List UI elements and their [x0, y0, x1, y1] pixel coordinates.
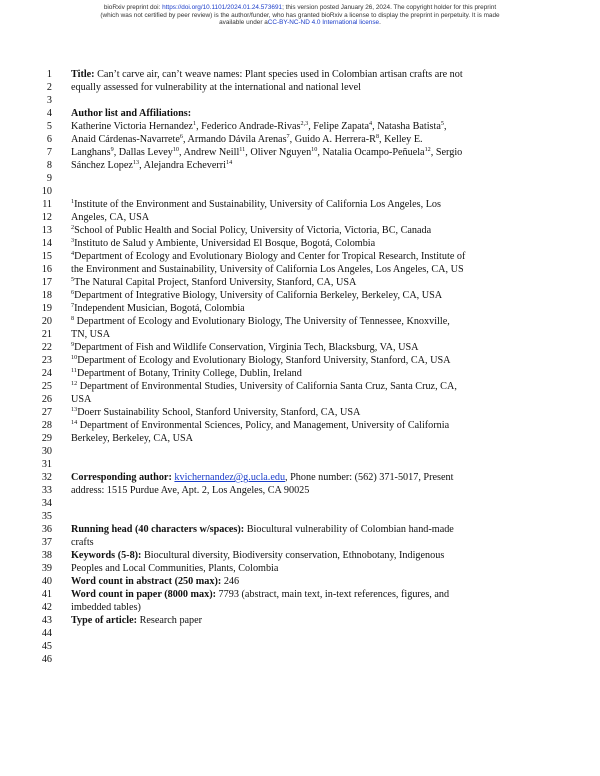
- corresponding-address: address: 1515 Purdue Ave, Apt. 2, Los Angeles, CA 90025: [71, 485, 310, 496]
- line-number: 24: [41, 368, 52, 379]
- line-number: 22: [41, 342, 52, 353]
- line-number: 29: [41, 433, 52, 444]
- affiliation-7: $^7$Independent Musician, Bogotá, Colombia: [71, 302, 245, 314]
- keywords-cont: Peoples and Local Communities, Plants, Colombia: [71, 563, 279, 574]
- line-number: 27: [41, 407, 52, 418]
- affiliation-11: $^{11}$Department of Botany, Trinity College, Dublin, Ireland: [71, 367, 302, 379]
- line-number: 6: [46, 134, 52, 145]
- manuscript-body: [0, 68, 600, 666]
- line-number: 5: [46, 121, 52, 132]
- banner-line2: (which was not certified by peer review) is the author/funder, who has granted bioRxiv a license to display the preprint in perpetuity. It is made: [100, 11, 500, 19]
- line-number: 3: [46, 95, 52, 106]
- affiliation-4: $^4$Department of Ecology and Evolutionary Biology and Center for Tropical Research, Institute of: [71, 250, 466, 262]
- line-number: 31: [41, 459, 52, 470]
- line-number: 9: [46, 173, 52, 184]
- line-number: 38: [41, 550, 52, 561]
- license-link[interactable]: CC-BY-NC-ND 4.0 International license: [267, 19, 380, 27]
- affiliation-3: $^3$Instituto de Salud y Ambiente, Universidad El Bosque, Bogotá, Colombia: [71, 237, 376, 249]
- line-number: 12: [41, 212, 52, 223]
- preprint-banner: [0, 4, 600, 27]
- line-number: 7: [46, 147, 52, 158]
- affiliation-14: $^{14}$ Department of Environmental Sciences, Policy, and Management, University of California: [71, 419, 450, 431]
- line-number: 45: [41, 641, 52, 652]
- banner-line3a: available under a: [219, 19, 268, 27]
- running-head-cont: crafts: [71, 537, 94, 548]
- banner-prefix: bioRxiv preprint doi:: [103, 4, 163, 11]
- author-line: Sánchez Lopez$^{13}$, Alejandra Echeverri$^{14}$: [71, 159, 233, 171]
- line-number: 28: [41, 420, 52, 431]
- running-head: Running head (40 characters w/spaces): Biocultural vulnerability of Colombian hand-made: [71, 524, 454, 535]
- affiliation-5: $^5$The Natural Capital Project, Stanford University, Stanford, CA, USA: [71, 276, 357, 288]
- affiliation-12: $^{12}$ Department of Environmental Studies, University of California Santa Cruz, Santa Cruz, CA,: [71, 380, 457, 392]
- line-number: 43: [41, 615, 52, 626]
- line-number: 16: [41, 264, 52, 275]
- affiliation-13: $^{13}$Doerr Sustainability School, Stanford University, Stanford, CA, USA: [71, 406, 361, 418]
- line-number: 1: [46, 69, 52, 80]
- author-line: Langhans$^9$, Dallas Levey$^{10}$, Andrew Neill$^{11}$, Oliver Nguyen$^{10}$, Natalia Ocampo-Peñuela$^{12}$, Sergio: [71, 146, 463, 158]
- authors-heading: Author list and Affiliations:: [71, 108, 192, 119]
- line-number: 20: [41, 316, 52, 327]
- line-number: 46: [41, 654, 52, 665]
- affiliation-10: $^{10}$Department of Ecology and Evolutionary Biology, Stanford University, Stanford, CA, USA: [71, 354, 451, 366]
- affiliation-12-cont: USA: [71, 394, 92, 405]
- line-number: 44: [41, 628, 52, 639]
- affiliation-1-cont: Angeles, CA, USA: [71, 212, 150, 223]
- line-number: 4: [46, 108, 52, 119]
- line-number: 37: [41, 537, 52, 548]
- line-number: 15: [41, 251, 52, 262]
- title-line: Title: Can’t carve air, can’t weave names: Plant species used in Colombian artisan crafts are not: [71, 69, 463, 80]
- corresponding-author: Corresponding author: kvichernandez@g.ucla.edu, Phone number: (562) 371-5017, Present: [71, 472, 454, 483]
- article-type: Type of article: Research paper: [71, 615, 203, 626]
- doi-link[interactable]: https://doi.org/10.1101/2024.01.24.573691: [162, 4, 283, 11]
- line-number: 34: [41, 498, 52, 509]
- line-number: 35: [41, 511, 52, 522]
- line-number: 33: [41, 485, 52, 496]
- line-number: 18: [41, 290, 52, 301]
- keywords: Keywords (5-8): Biocultural diversity, Biodiversity conservation, Ethnobotany, Indigenous: [71, 550, 445, 561]
- line-number: 2: [46, 82, 52, 93]
- line-number: 40: [41, 576, 52, 587]
- line-number: 14: [41, 238, 52, 249]
- line-number: 19: [41, 303, 52, 314]
- banner-line3b: .: [379, 19, 381, 27]
- banner-mid: ; this version posted January 26, 2024. The copyright holder for this preprint: [282, 4, 497, 11]
- line-number: 23: [41, 355, 52, 366]
- line-number: 21: [41, 329, 52, 340]
- title-line: equally assessed for vulnerability at the international and national level: [71, 82, 361, 93]
- affiliation-1: $^1$Institute of the Environment and Sustainability, University of California Los Angeles, Los: [71, 198, 441, 210]
- author-line: Katherine Victoria Hernandez$^1$, Federico Andrade-Rivas$^{2,3}$, Felipe Zapata$^4$, Natasha Batista$^5$,: [71, 120, 447, 132]
- affiliation-4-cont: the Environment and Sustainability, University of California Los Angeles, Los Angeles, CA, US: [71, 264, 464, 275]
- affiliation-6: $^6$Department of Integrative Biology, University of California Berkeley, Berkeley, CA, USA: [71, 289, 443, 301]
- line-number: 42: [41, 602, 52, 613]
- affiliation-9: $^9$Department of Fish and Wildlife Conservation, Virginia Tech, Blacksburg, VA, USA: [71, 341, 419, 353]
- line-number: 11: [42, 199, 52, 210]
- author-line: Anaid Cárdenas-Navarrete$^6$, Armando Dávila Arenas$^7$, Guido A. Herrera-$R^8$, Kelley E.: [71, 133, 423, 145]
- line-number: 30: [41, 446, 52, 457]
- affiliation-8-cont: TN, USA: [71, 329, 111, 340]
- line-number: 13: [41, 225, 52, 236]
- email-link[interactable]: kvichernandez@g.ucla.edu: [174, 472, 286, 483]
- line-number: 32: [41, 472, 52, 483]
- affiliation-8: $^8$ Department of Ecology and Evolutionary Biology, The University of Tennessee, Knoxville,: [71, 315, 450, 327]
- abstract-word-count: Word count in abstract (250 max): 246: [71, 576, 240, 587]
- affiliation-2: $^2$School of Public Health and Social Policy, University of Victoria, Victoria, BC, Canada: [71, 224, 432, 236]
- line-number: 10: [41, 186, 52, 197]
- line-number: 17: [41, 277, 52, 288]
- line-number: 26: [41, 394, 52, 405]
- paper-word-count: Word count in paper (8000 max): 7793 (abstract, main text, in-text references, figures, and: [71, 589, 450, 600]
- line-number: 39: [41, 563, 52, 574]
- affiliation-14-cont: Berkeley, Berkeley, CA, USA: [71, 433, 194, 444]
- line-number: 8: [46, 160, 52, 171]
- line-number: 36: [41, 524, 52, 535]
- line-number: 25: [41, 381, 52, 392]
- paper-word-count-cont: imbedded tables): [71, 602, 141, 613]
- line-number: 41: [41, 589, 52, 600]
